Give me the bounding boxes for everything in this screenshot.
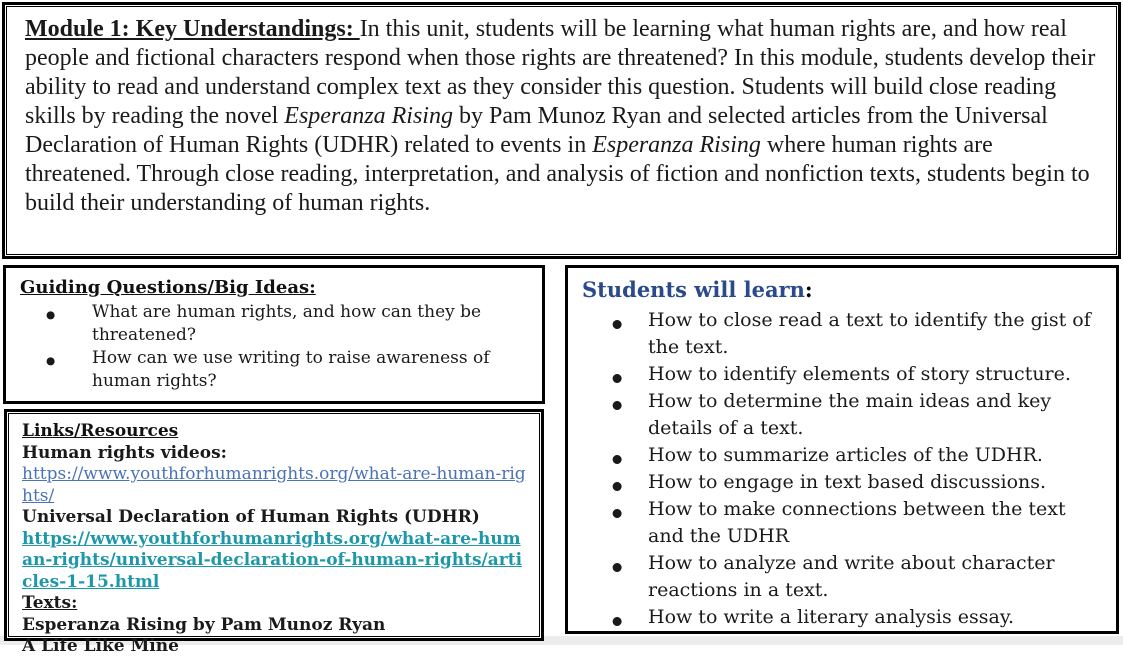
links-resources-box bbox=[8, 413, 540, 656]
list-item: ● How to summarize articles of the UDHR. bbox=[612, 442, 1106, 469]
text-segment: In this unit, students will be learning what human rights are, and how real people and fictional characters respond when those rights are threatened? In this module, students develop their ability to read and understand complex text as they consider this question. Students will build close reading skills by reading the novel bbox=[25, 16, 1096, 129]
text-segment: Esperanza Rising bbox=[284, 103, 453, 129]
module-title: Module 1: Key Understandings: bbox=[25, 16, 360, 42]
links-resources-heading: Links/Resources bbox=[22, 421, 179, 441]
module-overview-box bbox=[6, 6, 1117, 255]
human-rights-videos-link[interactable]: https://www.youthforhumanrights.org/what-are-human-rights/ bbox=[22, 464, 526, 506]
text-segment: where human rights are threatened. Through close reading, interpretation, and analysis of fiction and nonfiction texts, students begin to build their understanding of human rights. bbox=[25, 132, 1090, 216]
module-overview-body bbox=[25, 16, 1095, 216]
module-overview-paragraph bbox=[25, 15, 1100, 218]
students-will-learn-heading-text: Students will learn bbox=[582, 277, 805, 302]
udhr-label: Universal Declaration of Human Rights (UDHR) bbox=[22, 507, 480, 527]
text-segment: Esperanza Rising bbox=[592, 132, 761, 158]
human-rights-videos-label: Human rights videos: bbox=[22, 442, 227, 463]
list-item: ● How to identify elements of story structure. bbox=[612, 361, 1106, 388]
list-item: ● How to make connections between the text and the UDHR bbox=[612, 496, 1106, 550]
students-will-learn-heading-colon: : bbox=[804, 277, 813, 302]
text-title-a-life-like-mine: A Life Like Mine bbox=[22, 636, 179, 656]
list-item: ● How to write a literary analysis essay. bbox=[612, 604, 1106, 631]
students-will-learn-heading bbox=[582, 275, 1106, 305]
guiding-questions-list bbox=[20, 301, 528, 393]
guiding-questions-box bbox=[3, 265, 545, 404]
list-item: ● How to close read a text to identify the gist of the text. bbox=[612, 307, 1106, 361]
text-title-esperanza-rising: Esperanza Rising by Pam Munoz Ryan bbox=[22, 614, 386, 635]
text-segment: by Pam Munoz Ryan and selected articles from the Universal Declaration of Human Rights (UDHR) related to events in bbox=[25, 103, 1048, 158]
list-item: ● How to determine the main ideas and key details of a text. bbox=[612, 388, 1106, 442]
list-item: ● How can we use writing to raise awareness of human rights? bbox=[46, 347, 528, 393]
list-item: ● What are human rights, and how can they be threatened? bbox=[46, 301, 528, 347]
list-item: ● How to analyze and write about character reactions in a text. bbox=[612, 550, 1106, 604]
list-item: ● How to engage in text based discussions. bbox=[612, 469, 1106, 496]
udhr-articles-link[interactable]: https://www.youthforhumanrights.org/what-are-human-rights/universal-declaration-of-human-rights/articles-1-15.html bbox=[22, 528, 523, 592]
students-will-learn-box bbox=[565, 265, 1119, 634]
guiding-questions-heading: Guiding Questions/Big Ideas: bbox=[20, 277, 316, 298]
students-will-learn-list bbox=[582, 307, 1106, 631]
texts-label: Texts: bbox=[22, 593, 78, 613]
